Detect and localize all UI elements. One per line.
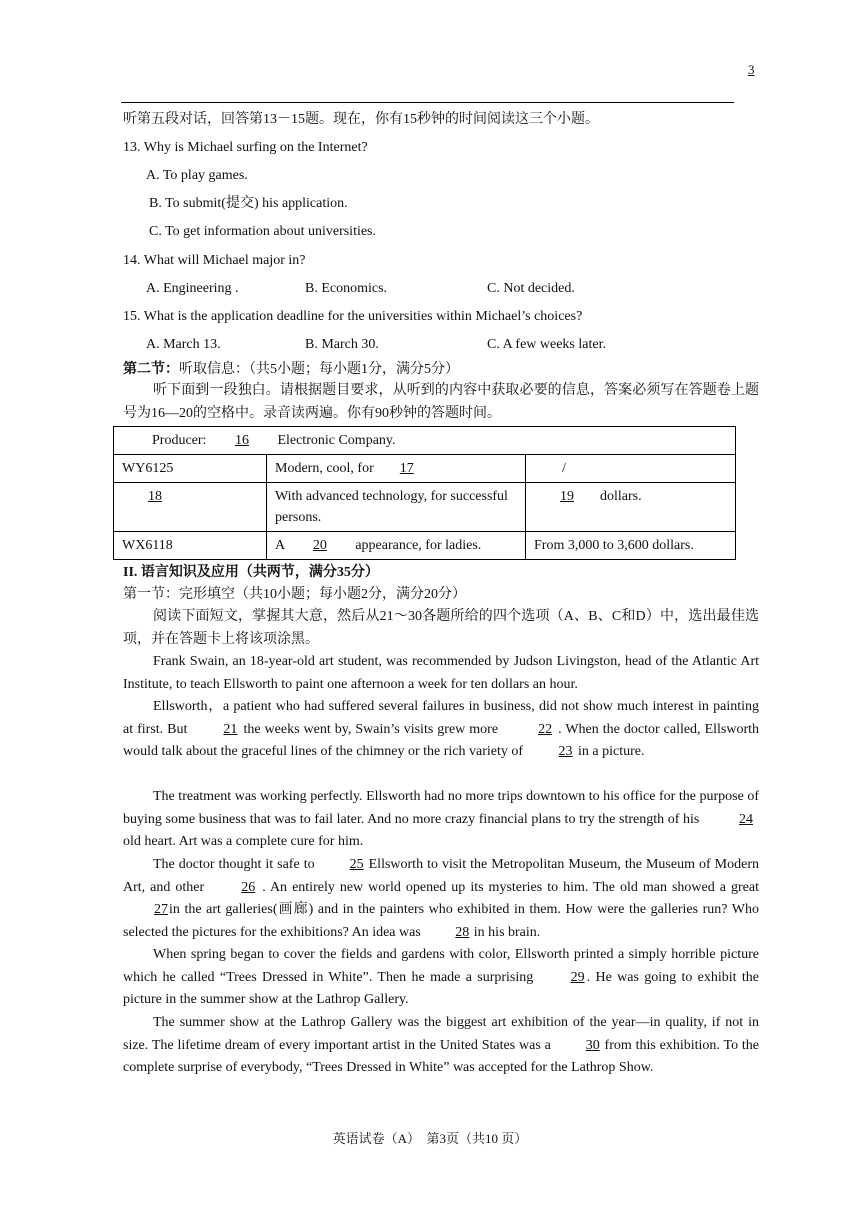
producer-cell — [114, 427, 736, 455]
passage-text: Ellsworth to visit the Metropolitan Museum, the Museum of Modern Art, and other — [123, 857, 759, 895]
part2-instructions: 阅读下面短文，掌握其大意，然后从21～30各题所给的四个选项（A、B、C和D）中，选出最佳选项，并在答题卡上将该项涂黑。 — [123, 609, 759, 647]
passage-text: in a picture. — [578, 744, 645, 760]
question-13-option-a: A. To play games. — [146, 168, 248, 183]
blank-23[interactable]: 23 — [558, 744, 573, 760]
page-footer: 英语试卷（A） 第3页（共10 页） — [332, 1131, 528, 1146]
feature-cell — [267, 532, 526, 560]
question-14-option-a: A. Engineering . — [146, 281, 239, 296]
listening-info-table — [113, 426, 736, 560]
passage-paragraph-3 — [123, 786, 759, 854]
passage-text: The treatment was working perfectly. Ellsworth had no more trips downtown to his office for the purpose of buying some business that was to fail later. And no more crazy financial plans to try the strength of his — [123, 789, 759, 827]
producer-label: Producer: — [152, 433, 207, 448]
blank-28[interactable]: 28 — [455, 924, 470, 940]
passage-paragraph-6 — [123, 1012, 759, 1080]
blank-21[interactable]: 21 — [223, 721, 238, 737]
price-cell: / — [526, 455, 736, 483]
question-15-option-b: B. March 30. — [305, 337, 379, 352]
passage-text: . An entirely new world opened up its mysteries to him. The old man showed a great — [262, 879, 759, 895]
question-15-option-a: A. March 13. — [146, 337, 221, 352]
question-15-stem: 15. What is the application deadline for the universities within Michael’s choices? — [123, 309, 583, 324]
passage-text: When spring began to cover the fields and gardens with color, Ellsworth printed a simply horrible picture which he called “Trees Dressed in White”. Then he made a surprising — [123, 947, 759, 985]
feature-suffix: appearance, for ladies. — [355, 538, 482, 553]
table-row — [114, 427, 736, 455]
blank-29[interactable]: 29 — [570, 969, 585, 985]
passage-paragraph-1: Frank Swain, an 18-year-old art student, was recommended by Judson Livingston, head of the Atlantic Art Institute, to teach Ellsworth to paint one afternoon a week for ten dollars an hour. — [123, 654, 759, 692]
blank-24[interactable]: 24 — [739, 811, 753, 827]
blank-17[interactable]: 17 — [399, 461, 414, 476]
passage-text: from this exhibition. To the complete surprise of everybody, “Trees Dressed in White” was accepted for the Lathrop Show. — [123, 1037, 760, 1076]
model-cell: WY6125 — [114, 455, 267, 483]
model-cell: WX6118 — [114, 532, 267, 560]
blank-30[interactable]: 30 — [585, 1037, 600, 1053]
question-14-option-c: C. Not decided. — [487, 281, 575, 296]
passage-text: old heart. Art was a complete cure for him. — [123, 834, 364, 850]
header-rule — [121, 102, 734, 103]
price-cell — [526, 483, 736, 532]
model-cell — [114, 483, 267, 532]
feature-cell: With advanced technology, for successful persons. — [267, 483, 526, 532]
part2-heading: II. 语言知识及应用（共两节，满分35分） — [123, 565, 379, 580]
price-text: dollars. — [600, 489, 642, 504]
passage-text: in his brain. — [473, 924, 541, 940]
passage-paragraph-2 — [123, 696, 759, 764]
passage-text: The summer show at the Lathrop Gallery was the biggest art exhibition of the year—in quality, if not in size. The lifetime dream of every important artist in the United States was a — [123, 1015, 759, 1053]
blank-18[interactable]: 18 — [148, 489, 162, 504]
blank-22[interactable]: 22 — [538, 721, 553, 737]
page-number: 3 — [748, 62, 755, 77]
passage-text: in the art galleries(画廊) and in the painters who exhibited in them. How were the galleries run? Who selected the pictures for the exhibitions? An idea was — [123, 902, 759, 940]
blank-26[interactable]: 26 — [241, 879, 256, 895]
blank-27[interactable]: 27 — [154, 902, 168, 918]
passage-paragraph-4 — [123, 854, 759, 944]
blank-25[interactable]: 25 — [349, 857, 364, 872]
part2-subheading: 第一节：完形填空（共10小题；每小题2分，满分20分） — [123, 587, 466, 602]
question-14-option-b: B. Economics. — [305, 281, 388, 296]
passage-text: the weeks went by, Swain’s visits grew more — [243, 721, 499, 737]
section2-instructions: 听下面到一段独白。请根据题目要求，从听到的内容中获取必要的信息，答案必须写在答题卷上题号为16—20的空格中。录音读两遍。你有90秒钟的答题时间。 — [123, 383, 759, 421]
price-cell: From 3,000 to 3,600 dollars. — [526, 532, 736, 560]
table-row — [114, 483, 736, 532]
passage-text: . When the doctor called, Ellsworth would talk about the graceful lines of the chimney or the rich variety of — [123, 721, 760, 760]
section2-title: 第二节： — [123, 362, 179, 377]
producer-suffix: Electronic Company. — [277, 433, 396, 448]
feature-cell — [267, 455, 526, 483]
passage-text: . He was going to exhibit the picture in the summer show at the Lathrop Gallery. — [123, 969, 760, 1008]
table-row — [114, 455, 736, 483]
table-row — [114, 532, 736, 560]
question-15-option-c: C. A few weeks later. — [487, 337, 606, 352]
feature-text: Modern, cool, for — [275, 461, 374, 476]
section2-heading — [123, 361, 459, 379]
blank-20[interactable]: 20 — [312, 538, 327, 553]
question-13-option-c: C. To get information about universities. — [149, 224, 377, 239]
blank-16[interactable]: 16 — [234, 433, 249, 448]
question-14-stem: 14. What will Michael major in? — [123, 253, 306, 268]
blank-19[interactable]: 19 — [560, 489, 574, 504]
passage-text: The doctor thought it safe to — [153, 857, 315, 872]
question-13-stem: 13. Why is Michael surfing on the Internet? — [123, 140, 368, 155]
passage-paragraph-5 — [123, 944, 759, 1012]
question-13-option-b: B. To submit(提交) his application. — [149, 196, 348, 211]
section-intro: 听第五段对话，回答第13－15题。现在，你有15秒钟的时间阅读这三个小题。 — [123, 112, 599, 127]
feature-prefix: A — [275, 538, 285, 553]
passage-text: Ellsworth，a patient who had suffered several failures in business, did not show much interest in painting at first. But — [123, 699, 759, 737]
section2-title-rest: 听取信息：（共5小题；每小题1分，满分5分） — [179, 362, 459, 377]
